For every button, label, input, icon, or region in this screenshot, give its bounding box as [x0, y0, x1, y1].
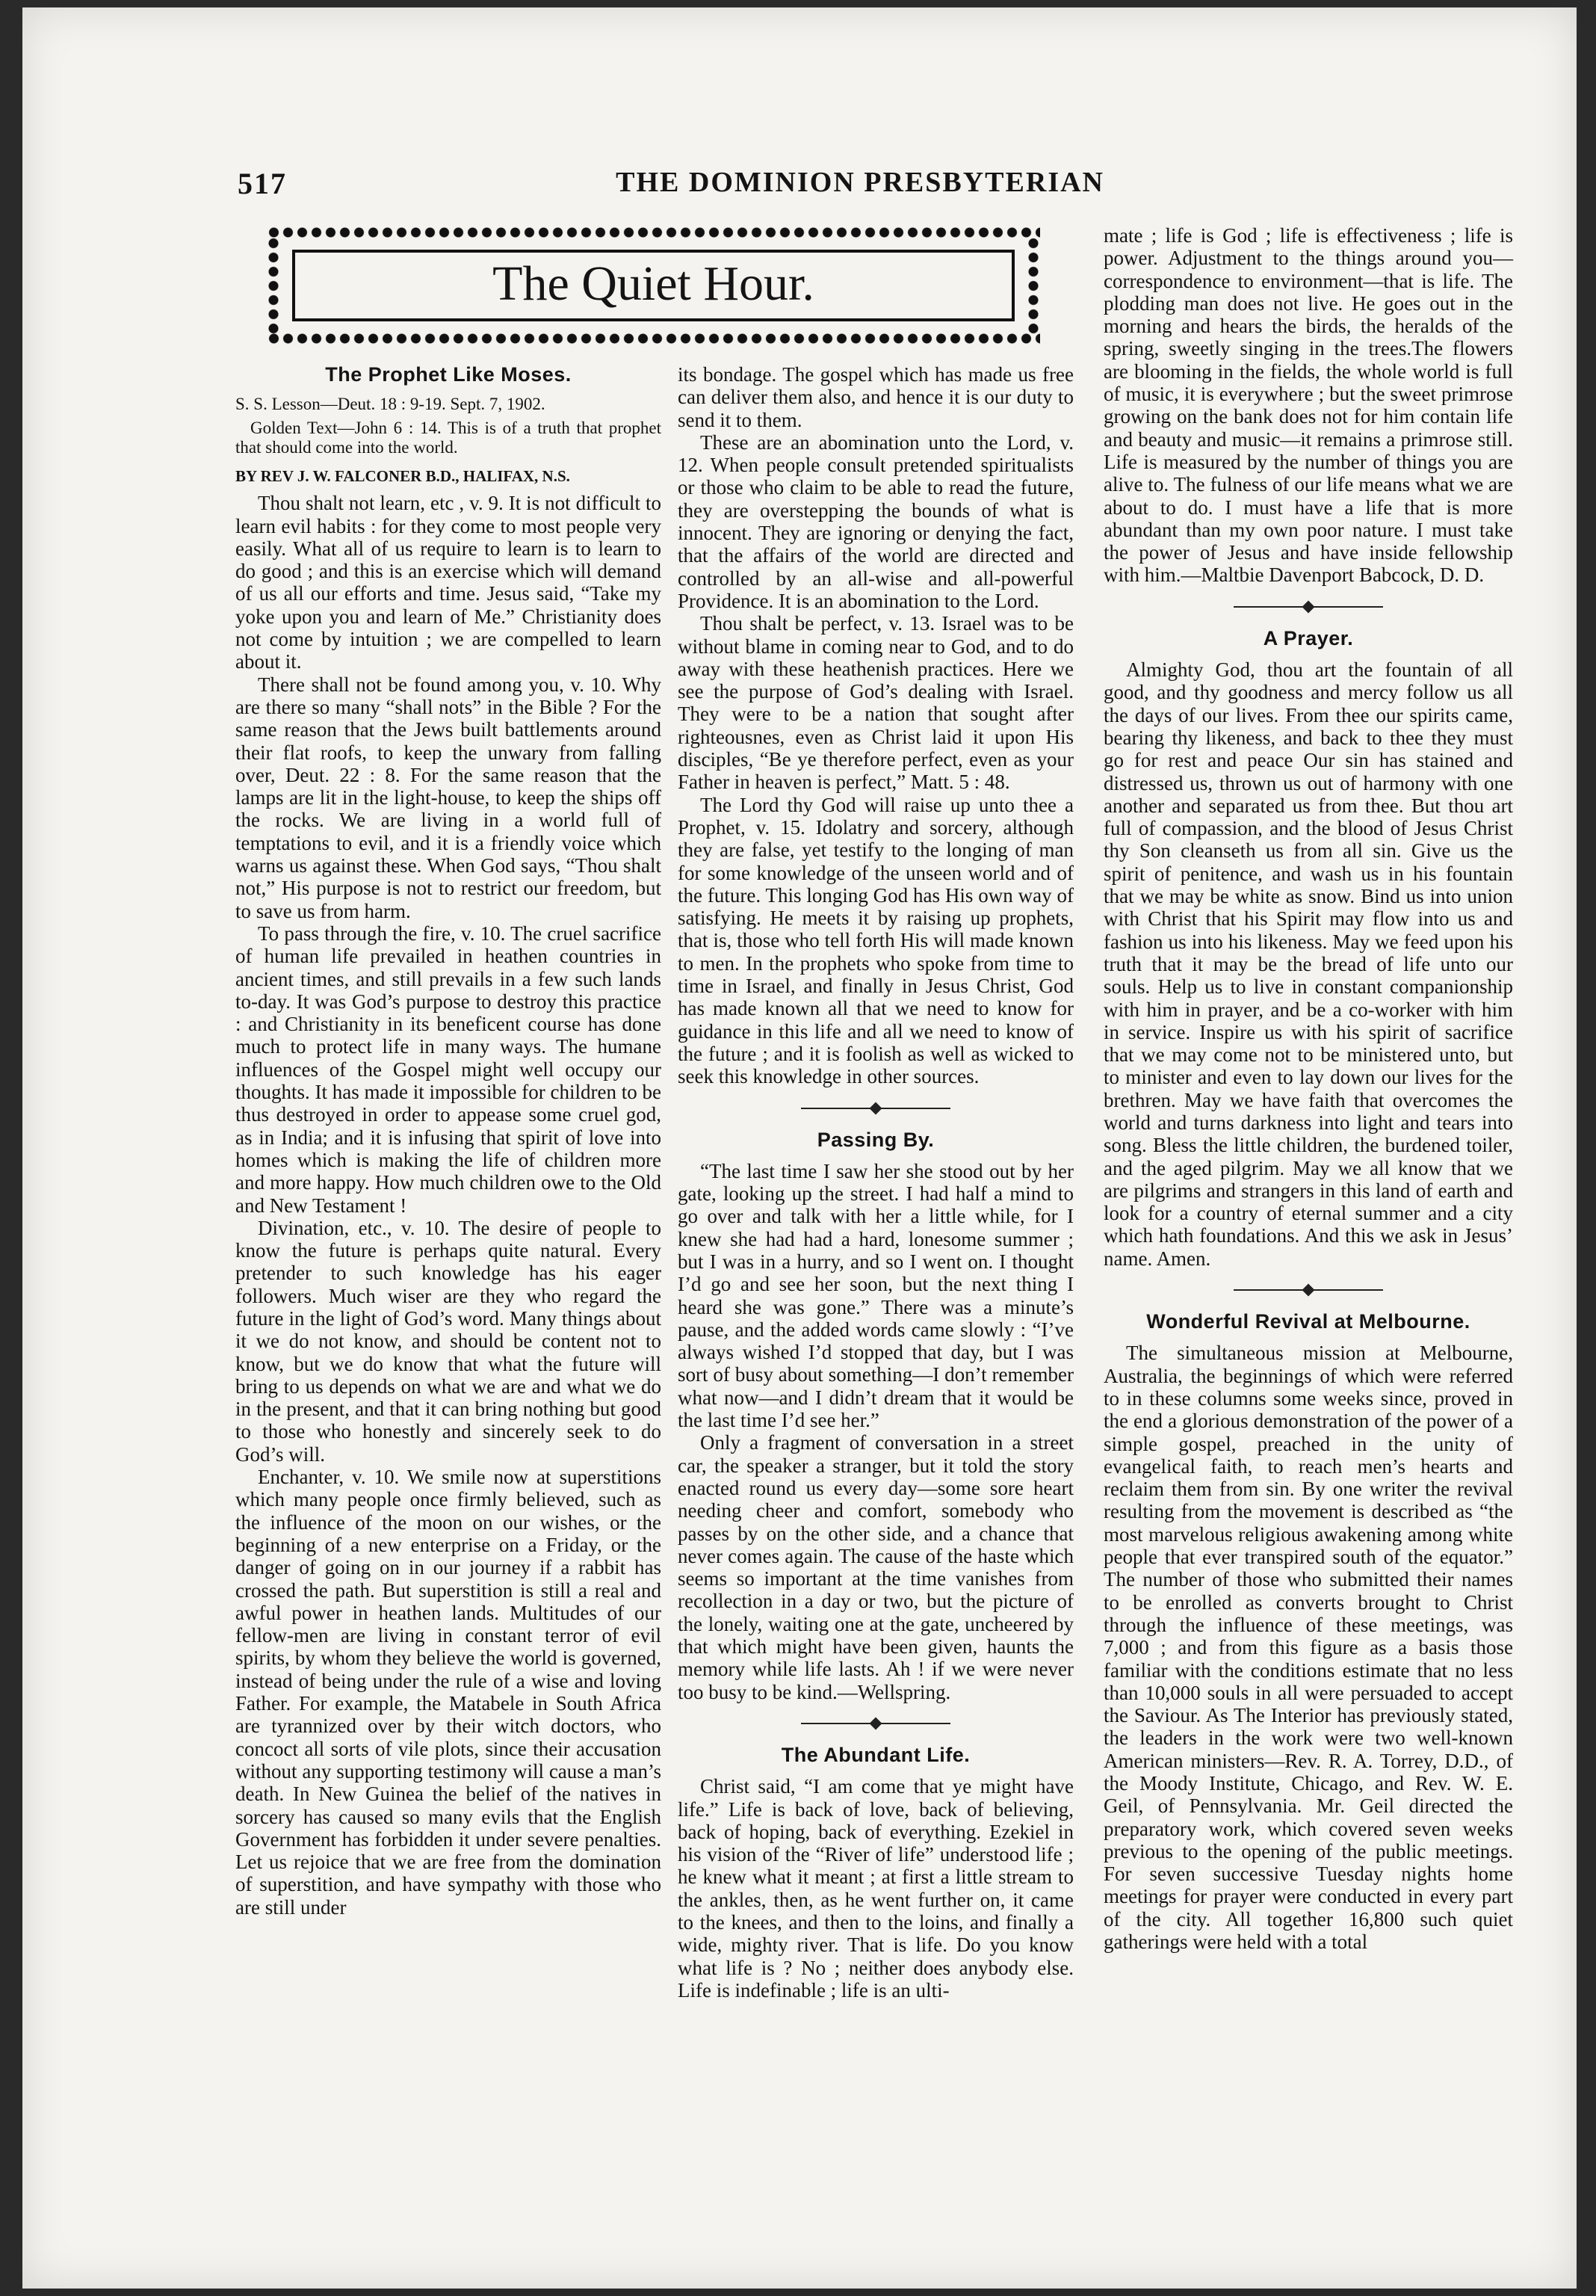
lesson-reference: S. S. Lesson—Deut. 18 : 9-19. Sept. 7, 1902.	[235, 395, 545, 414]
article-paragraph: Christ said, “I am come that ye might have life.” Life is back of love, back of believing, back of hoping, back of everything. Ezekiel in his vision of the “River of life” understood life ; he knew what it meant ; at first a little stream to the ankles, then, as he went further on, it came to the knees, and then to the loins, and finally a wide, mighty river. That is life. Do you know what life is ? No ; neither does anybody else. Life is indefinable ; life is an ulti-	[678, 1775, 1074, 2002]
article-title-passing: Passing By.	[817, 1128, 935, 1151]
article-paragraph: Almighty God, thou art the fountain of all good, and thy goodness and mercy follow us all the days of our lives. From thee our spirits came, bearing thy likeness, and back to thee they must go for rest and peace Our sin has stained and distressed us, thrown us out of harmony with one another and separated us from thee. But thou art full of compassion, and the blood of Jesus Christ thy Son cleanseth us from all sin. Give us the spirit of penitence, and wash us in his fountain that we may be white as snow. Bind us into union with Christ that his Spirit may flow into us and fashion us into his likeness. May we feed upon his truth that it may be the bread of life unto our souls. Help us to live in constant companionship with him in prayer, and be a co-worker with him in service. Inspire us with his spirit of sacrifice that we may come not to be ministered unto, but to minister and even to lay down our lives for the brethren. May we have faith that overcomes the world and turns darkness into light and tears into song. Bless the little children, the burdened toiler, and the aged pilgrim. May we all know that we are pilgrims and strangers in this land of earth and look for a country of eternal summer and a city which hath foundations. And this we ask in Jesus’ name. Amen.	[1104, 658, 1513, 1270]
page-number: 517	[238, 167, 287, 200]
section-title: The Quiet Hour.	[492, 256, 814, 311]
column-3	[1104, 224, 1513, 1953]
column-2	[678, 363, 1074, 2002]
section-divider	[1234, 1283, 1383, 1297]
article-paragraph: its bondage. The gospel which has made us free can deliver them also, and hence it is our duty to send it to them.	[678, 363, 1074, 431]
article-paragraph: To pass through the fire, v. 10. The cruel sacrifice of human life prevailed in heathen countries in ancient times, and still prevails in a few such lands to-day. It was God’s purpose to destroy this practice : and Christianity in its beneficent course has done much to protect life in many ways. The humane influences of the Gospel might well occupy our thoughts. It has made it impossible for children to be thus destroyed in order to appease some cruel god, as in India; and it is infusing that spirit of love into homes which is making the life of children more and more happy. How much children owe to the Old and New Testament !	[235, 922, 661, 1217]
article-paragraph: These are an abomination unto the Lord, v. 12. When people consult pretended spiritualists or those who claim to be able to read the future, they are overstepping the bounds of what is innocent. They are ignoring or denying the fact, that the affairs of the world are directed and controlled by an all-wise and all-powerful Providence. It is an abomination to the Lord.	[678, 430, 1074, 612]
article-byline: BY REV J. W. FALCONER B.D., HALIFAX, N.S.	[235, 467, 570, 486]
article-paragraph: mate ; life is God ; life is effectiveness ; life is power. Adjustment to the things around you—correspondence to environment—that is life. The plodding man does not live. He goes out in the morning and hears the birds, the heralds of the spring, sweetly singing in the trees.The flowers are blooming in the fields, the whole world is full of music, it is everywhere ; but the sweet primrose growing on the bank does not for him contain life and beauty and music—it remains a primrose still. Life is measured by the number of things you are alive to. The fulness of our life means what we are about to do. I must have a life that is more abundant than my own poor nature. I must take the power of Jesus and have inside fellowship with him.—Maltbie Davenport Babcock, D. D.	[1104, 224, 1513, 587]
newspaper-page	[22, 7, 1577, 2289]
section-divider	[1234, 600, 1383, 614]
article-title-abundant: The Abundant Life.	[781, 1743, 971, 1766]
running-head	[238, 166, 1104, 203]
golden-text: Golden Text—John 6 : 14. This is of a truth that prophet that should come into the world.	[235, 419, 661, 457]
banner-dot-border-top	[267, 226, 1040, 239]
article-paragraph: Only a fragment of conversation in a street car, the speaker a stranger, but it told the story enacted round us every day—some sore heart needing cheer and comfort, somebody who passes by on the other side, and a chance that never comes again. The cause of the haste which seems so important at the time vanishes from recollection in a day or two, but the picture of the lonely, waiting one at the gate, uncheered by that which might have been given, haunts the memory while life lasts. Ah ! if we were never too busy to be kind.—Wellspring.	[678, 1431, 1074, 1703]
article-paragraph: Thou shalt not learn, etc , v. 9. It is not difficult to learn evil habits : for they come to most people very easily. What all of us require to learn is to learn to do good ; and this is an exercise which will demand of us all our efforts and time. Jesus said, “Take my yoke upon you and learn of Me.” Christianity does not come by intuition ; we are compelled to learn about it.	[235, 492, 661, 673]
article-title-prophet: The Prophet Like Moses.	[325, 363, 572, 386]
journal-title: THE DOMINION PRESBYTERIAN	[616, 167, 1104, 198]
article-paragraph: Enchanter, v. 10. We smile now at superstitions which many people once firmly believed, such as the influence of the moon on our wishes, or the beginning of a new enterprise on a Friday, or the danger of going on in our journey if a rabbit has crossed the path. But superstition is still a real and awful power in heathen lands. Multitudes of our fellow-men are living in constant terror of evil spirits, by whom they believe the world is governed, instead of being under the rule of a wise and loving Father. For example, the Matabele in South Africa are tyrannized over by their witch doctors, who concoct all sorts of vile plots, since their accusation without any supporting testimony will cause a man’s death. In New Guinea the belief of the natives in sorcery has caused so many evils that the English Government has forbidden it under severe penalties. Let us rejoice that we are free from the domination of superstition, and have sympathy with those who are still under	[235, 1466, 661, 1919]
article-paragraph: Thou shalt be perfect, v. 13. Israel was to be without blame in coming near to God, and to do away with these heathenish practices. Here we see the purpose of God’s dealing with Israel. They were to be a nation that sought after righteousnes, even as Christ laid it upon His disciples, “Be ye therefore perfect, even as your Father in heaven is perfect,” Matt. 5 : 48.	[678, 612, 1074, 794]
article-paragraph: Divination, etc., v. 10. The desire of people to know the future is perhaps quite natural. Every pretender to such knowledge has his eager followers. Much wiser are they who regard the future in the light of God’s word. Many things about it we do not know, and should be content not to know, but we do know that what the future will bring to us depends on what we are and what we do in the present, and that it can bring nothing but good to those who honestly and sincerely seek to do God’s will.	[235, 1216, 661, 1466]
article-paragraph: “The last time I saw her she stood out by her gate, looking up the street. I had half a mind to go over and talk with her a little while, for I knew she had had a hard, lonesome summer ; but I was in a hurry, and so I went on. I thought I’d go and see her soon, but the next thing I heard she was gone.” There was a minute’s pause, and the added words came slowly : “I’ve always wished I’d stopped that day, but I was sort of busy about something—I don’t remember what now—and I didn’t dream that it would be the last time I’d see her.”	[678, 1159, 1074, 1432]
article-paragraph: The Lord thy God will raise up unto thee a Prophet, v. 15. Idolatry and sorcery, although they are false, yet testify to the longing of man for some knowledge of the unseen world and of the future. This longing God has His own way of satisfying. He meets it by raising up prophets, that is, those who tell forth His will made known to men. In the prophets who spoke from time to time in Israel, and finally in Jesus Christ, God has made known all that we need to know for guidance in this life and all we need to know of the future ; and it is foolish as well as wicked to seek this knowledge in other sources.	[678, 793, 1074, 1088]
section-divider	[801, 1717, 950, 1730]
column-1	[235, 363, 661, 1919]
section-banner	[267, 226, 1040, 345]
banner-dot-border-bottom	[267, 332, 1040, 345]
article-title-prayer: A Prayer.	[1263, 626, 1354, 649]
article-title-revival: Wonderful Revival at Melbourne.	[1146, 1310, 1470, 1333]
article-paragraph: There shall not be found among you, v. 10. Why are there so many “shall nots” in the Bible ? For the same reason that the Jews built battlements around their flat roofs, to keep the unwary from falling over, Deut. 22 : 8. For the same reason that the lamps are lit in the light-house, to keep the ships off the rocks. We are living in a world full of temptations to evil, and it is a friendly voice which warns us against these. When God says, “Thou shalt not,” His purpose is not to restrict our freedom, but to save us from harm.	[235, 673, 661, 922]
article-paragraph: The simultaneous mission at Melbourne, Australia, the beginnings of which were referred to in these columns some weeks since, proved in the end a glorious demonstration of the power of a simple gospel, preached in the unity of evangelical faith, to reach men’s hearts and reclaim them from sin. By one writer the revival resulting from the movement is described as “the most marvelous religious awakening among white people that ever transpired south of the equator.” The number of those who submitted their names to be enrolled as converts brought to Christ through the influence of these meetings, was 7,000 ; and from this figure as a basis those familiar with the conditions estimate that no less than 10,000 souls in all were persuaded to accept the Saviour. As The Interior has previously stated, the leaders in the work were two well-known American ministers—Rev. R. A. Torrey, D.D., of the Moody Institute, Chicago, and Rev. W. E. Geil, of Pennsylvania. Mr. Geil directed the preparatory work, which covered seven weeks previous to the opening of the public meetings. For seven successive Tuesday nights home meetings for prayer were conducted in every part of the city. All together 16,800 such quiet gatherings were held with a total	[1104, 1342, 1513, 1954]
section-divider	[801, 1102, 950, 1115]
